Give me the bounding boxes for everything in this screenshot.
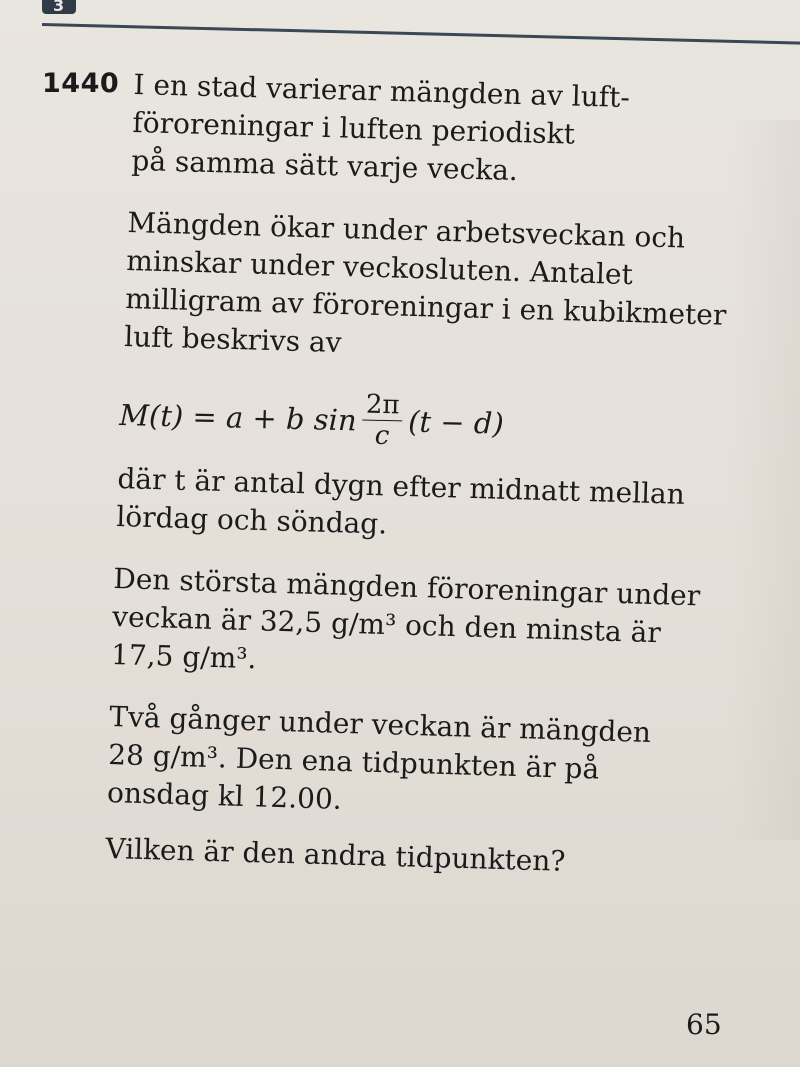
problem-number: 1440 xyxy=(42,68,120,99)
variable-note: där t är antal dygn efter midnatt mellan lördag och söndag. xyxy=(115,461,686,541)
formula-denominator: c xyxy=(374,420,390,452)
problem-description: Mängden ökar under arbetsveckan och minskar under veckosluten. Antalet milligram av föroreningar i en kubikmeter luft beskrivs av xyxy=(123,205,727,360)
formula xyxy=(119,384,505,454)
problem-intro: I en stad varierar mängden av luft- föroreningar i luften periodiskt på samma sätt varje vecka. xyxy=(131,67,631,188)
top-rule xyxy=(42,23,800,45)
chapter-tab-number: 3 xyxy=(53,0,65,15)
formula-numerator: 2π xyxy=(363,390,403,422)
formula-fraction xyxy=(362,390,403,452)
formula-tail: (t − d) xyxy=(407,404,505,441)
chapter-tab xyxy=(42,0,76,14)
page-number: 65 xyxy=(686,1008,722,1041)
formula-lhs: M(t) = a + b sin xyxy=(118,397,357,437)
question-text: Vilken är den andra tidpunkten? xyxy=(105,831,566,878)
max-min-text: Den största mängden föroreningar under veckan är 32,5 g/m³ och den minsta är 17,5 g/m³. xyxy=(110,561,701,676)
twice-text: Två gånger under veckan är mängden 28 g/m³. Den ena tidpunkten är på onsdag kl 12.00. xyxy=(106,699,652,816)
